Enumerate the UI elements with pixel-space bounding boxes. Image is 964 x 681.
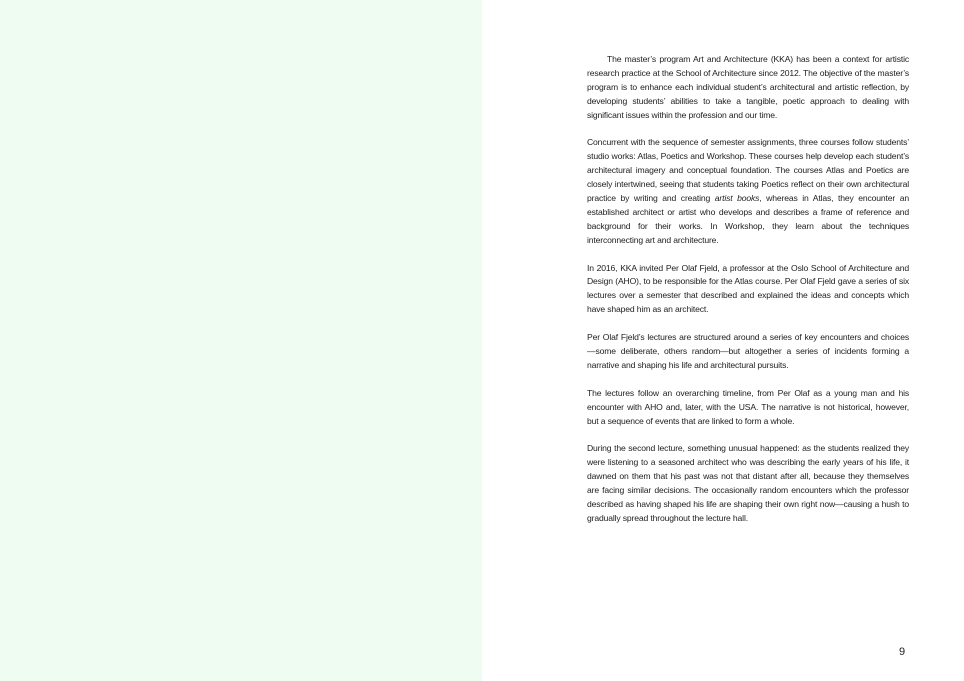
paragraph-intro: The master’s program Art and Architecture (KKA) has been a context for artistic research practice at the School of Architecture since 2012. The objective of the master’s program is to enhance each individual student’s architectural and artistic reflection, by developing students’ abilities to take a tangible, poetic approach to dealing with significant issues within the profession and our time. [587, 54, 909, 120]
paragraph-second-lecture: During the second lecture, something unusual happened: as the students realized they were listening to a seasoned architect who was describing the early years of his life, it dawned on them that his past was not that distant after all, because they themselves are facing similar decisions. The occasionally random encounters which the professor described as having shaped his life are shaping their own right now—causing a hush to gradually spread throughout the lecture hall. [587, 443, 909, 523]
paragraph-courses-part-b: , whereas in Atlas, they encounter an established architect or artist who develops and describes a frame of reference and background for their works. In Workshop, they learn about the techniques interconnecting art and architecture. [587, 193, 909, 245]
paragraph-timeline: The lectures follow an overarching timeline, from Per Olaf as a young man and his encounter with AHO and, later, with the USA. The narrative is not historical, however, but a sequence of events that are linked to form a whole. [587, 387, 909, 426]
paragraph-lecture-structure: Per Olaf Fjeld’s lectures are structured around a series of key encounters and choices—some deliberate, others random—but altogether a series of incidents forming a narrative and shaping his life and architectural pursuits. [587, 332, 909, 370]
paragraph-courses [587, 136, 909, 247]
paragraph-courses-emphasis: artist books [714, 193, 760, 204]
body-text [587, 53, 909, 540]
paragraph-invitation: In 2016, KKA invited Per Olaf Fjeld, a professor at the Oslo School of Architecture and Design (AHO), to be responsible for the Atlas course. Per Olaf Fjeld gave a series of six lectures over a semester that described and explained the ideas and concepts which have shaped him as an architect. [587, 262, 909, 315]
paragraph-courses-part-a: Concurrent with the sequence of semester assignments, three courses follow students’ studio works: Atlas, Poetics and Workshop. These courses help develop each student’s architectural imagery and conceptual foundation. The courses Atlas and Poetics are closely intertwined, seeing that students taking Poetics reflect on their own architectural practice by writing and creating [587, 137, 909, 204]
right-page [482, 0, 964, 681]
page-number: 9 [899, 646, 906, 658]
